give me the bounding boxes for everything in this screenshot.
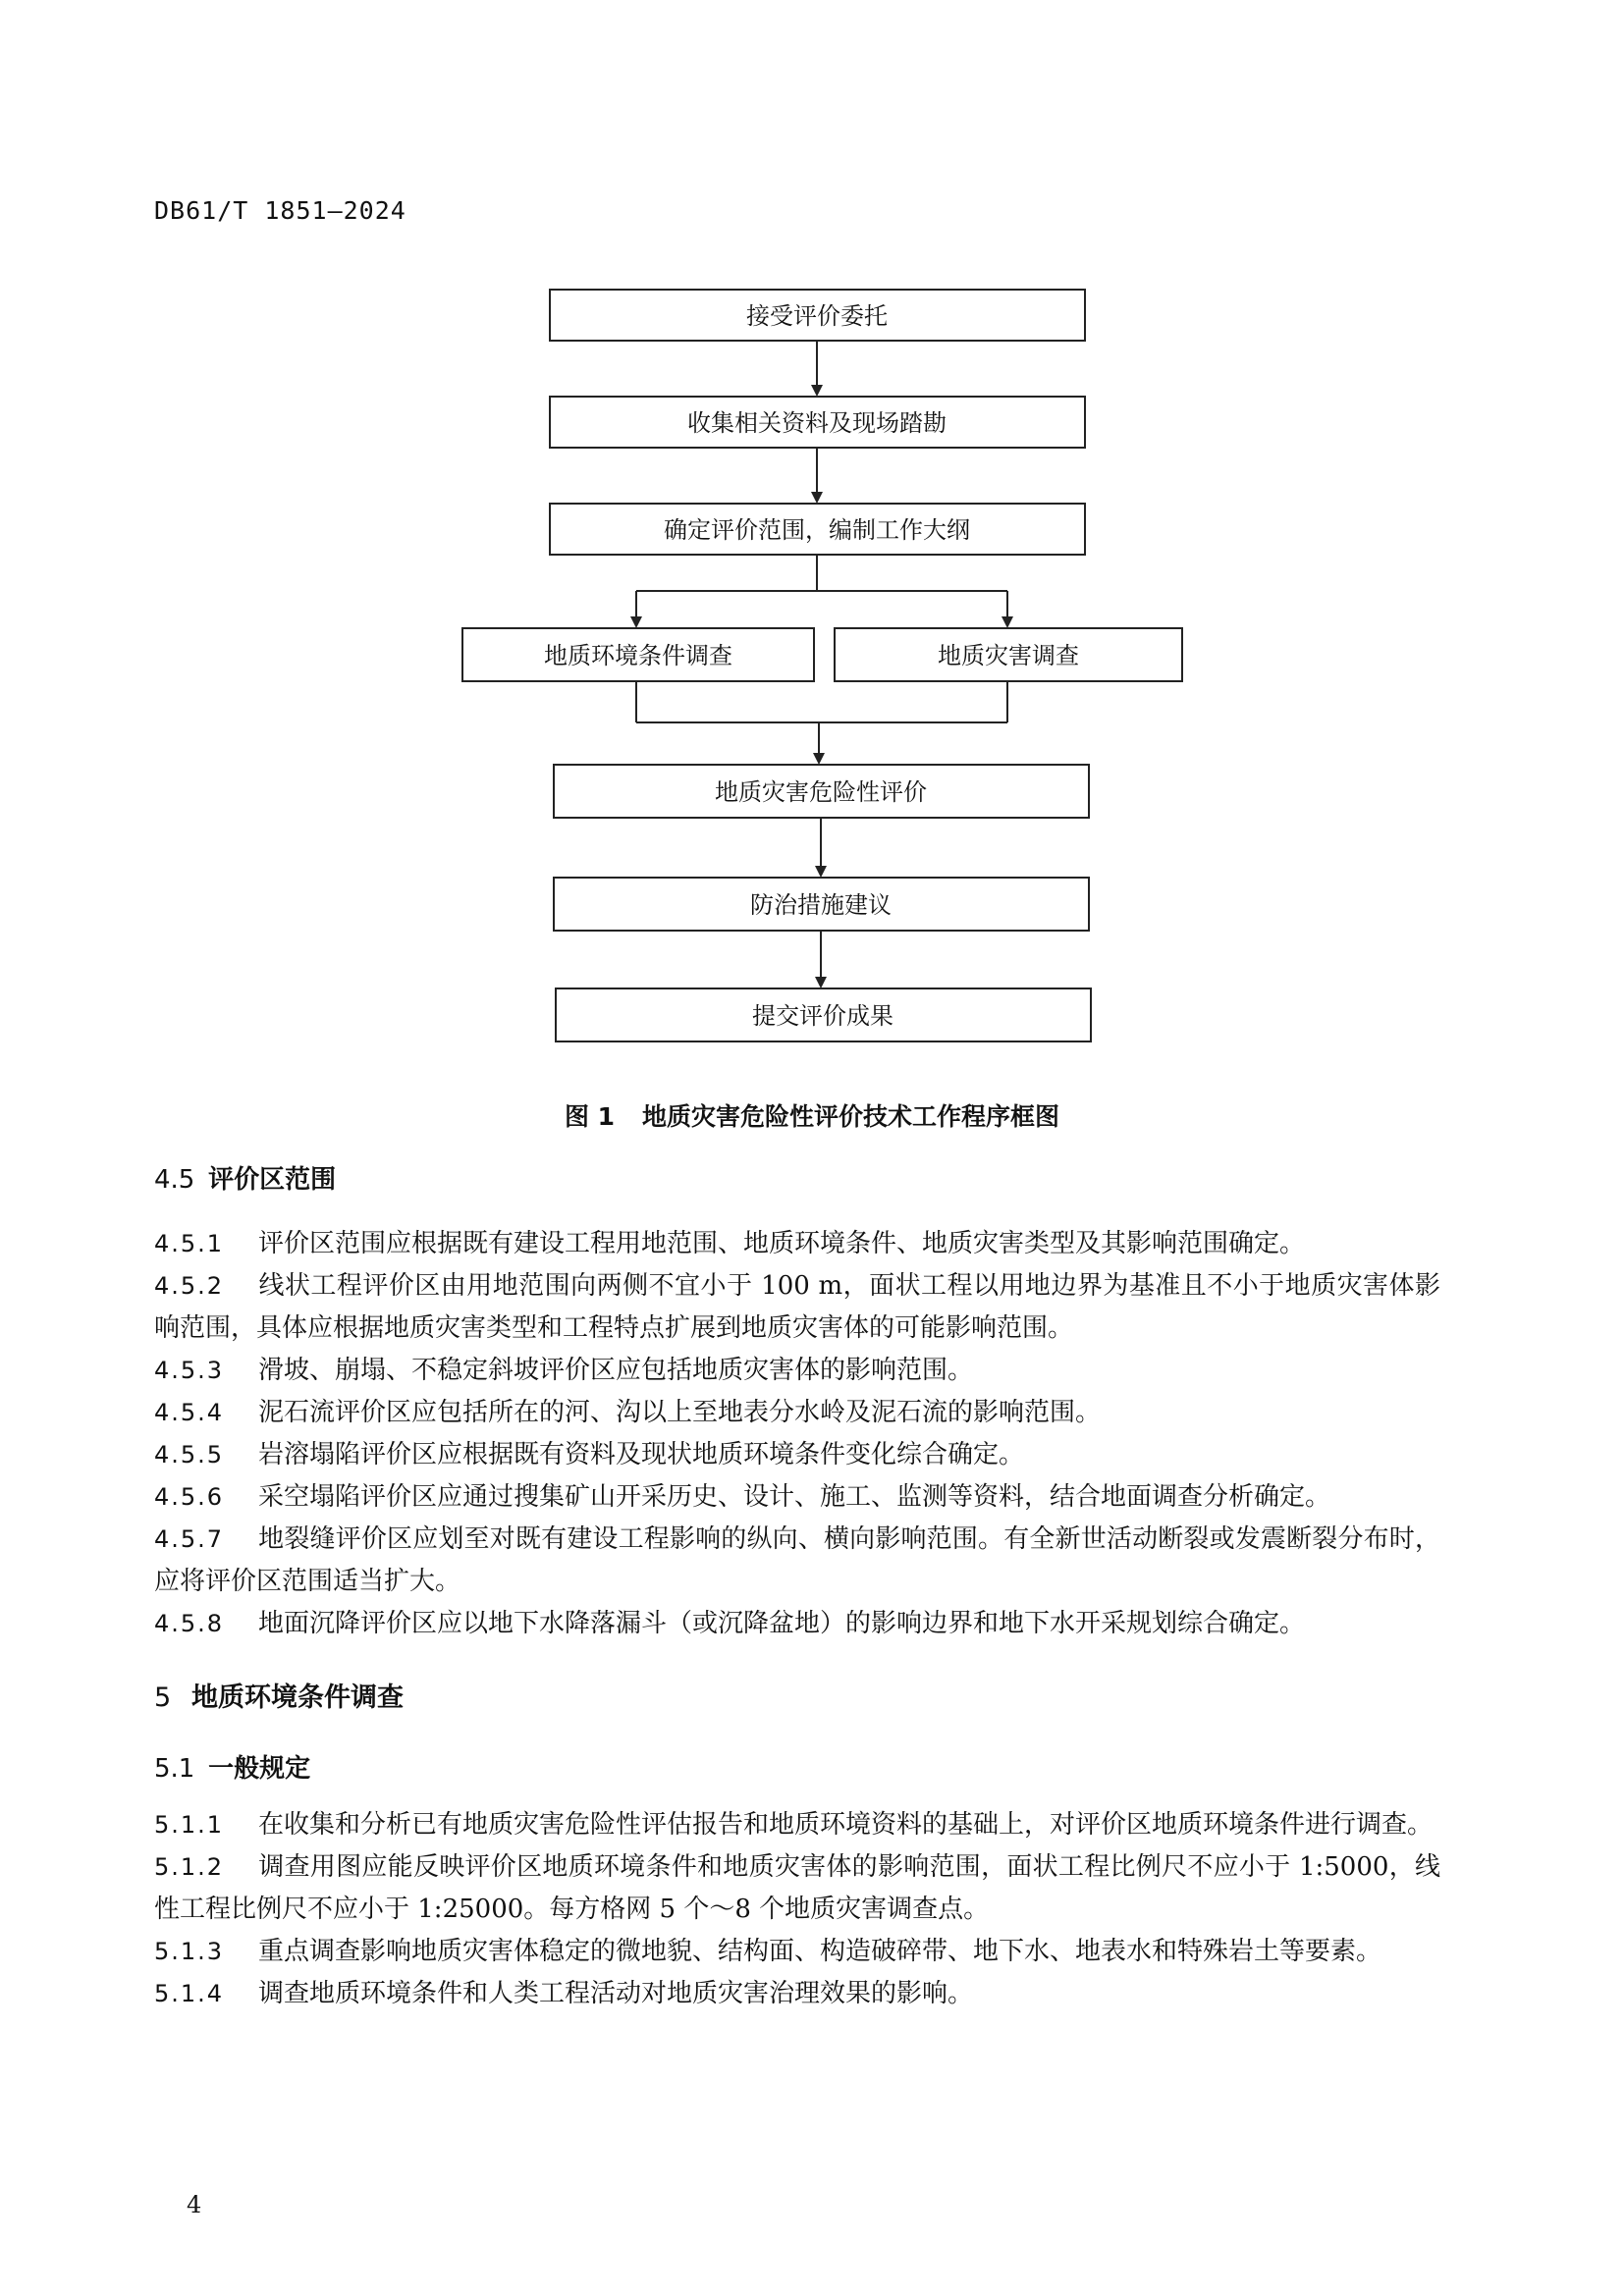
clause-number: 4.5.6 bbox=[154, 1483, 225, 1511]
clause-number: 4.5.8 bbox=[154, 1610, 225, 1637]
clause-text: 地裂缝评价区应划至对既有建设工程影响的纵向、横向影响范围。有全新世活动断裂或发震断裂分布时，应将评价区范围适当扩大。 bbox=[154, 1524, 1440, 1596]
clause bbox=[154, 1265, 1440, 1350]
clause-number: 4.5.2 bbox=[154, 1272, 225, 1300]
clause bbox=[154, 1846, 1440, 1931]
flow-arrowhead-7 bbox=[815, 977, 827, 988]
flow-step-2: 收集相关资料及现场踏勘 bbox=[687, 409, 947, 437]
clause-number: 5.1.2 bbox=[154, 1853, 225, 1881]
flowchart bbox=[0, 0, 1624, 1080]
clause bbox=[154, 1519, 1440, 1603]
body-content bbox=[154, 1158, 1440, 2015]
flow-step-6: 地质灾害危险性评价 bbox=[715, 778, 927, 806]
flow-arrowhead-1 bbox=[811, 385, 823, 397]
section-title: 地质环境条件调查 bbox=[191, 1682, 404, 1713]
flow-step-1: 接受评价委托 bbox=[746, 302, 888, 330]
section-5-heading bbox=[154, 1677, 1440, 1720]
clause-text: 滑坡、崩塌、不稳定斜坡评价区应包括地质灾害体的影响范围。 bbox=[258, 1356, 974, 1385]
flow-step-7: 防治措施建议 bbox=[750, 891, 892, 919]
clause-text: 调查用图应能反映评价区地质环境条件和地质灾害体的影响范围，面状工程比例尺不应小于 1:5000，线性工程比例尺不应小于 1:25000。每方格网 5 个～8 个地质灾害调查点。 bbox=[154, 1852, 1440, 1924]
flow-step-8: 提交评价成果 bbox=[752, 1002, 893, 1030]
section-number: 4.5 bbox=[154, 1165, 195, 1195]
clause-text: 采空塌陷评价区应通过搜集矿山开采历史、设计、施工、监测等资料，结合地面调查分析确定。 bbox=[258, 1482, 1331, 1512]
clause bbox=[154, 1973, 1440, 2015]
section-title: 一般规定 bbox=[208, 1754, 311, 1784]
section-4-5-heading bbox=[154, 1158, 1440, 1201]
section-number: 5.1 bbox=[154, 1754, 195, 1784]
clause bbox=[154, 1434, 1440, 1476]
clause-text: 调查地质环境条件和人类工程活动对地质灾害治理效果的影响。 bbox=[258, 1979, 974, 2008]
clause-number: 4.5.7 bbox=[154, 1525, 225, 1553]
clause-number: 5.1.4 bbox=[154, 1980, 225, 2007]
flow-arrowhead-6 bbox=[815, 866, 827, 878]
clause bbox=[154, 1931, 1440, 1973]
clause-text: 重点调查影响地质灾害体稳定的微地貌、结构面、构造破碎带、地下水、地表水和特殊岩土等要素。 bbox=[258, 1937, 1382, 1966]
clause-text: 地面沉降评价区应以地下水降落漏斗（或沉降盆地）的影响边界和地下水开采规划综合确定。 bbox=[258, 1609, 1306, 1638]
clause-number: 5.1.1 bbox=[154, 1811, 225, 1839]
figure-caption bbox=[0, 1097, 1624, 1133]
flow-step-5: 地质灾害调查 bbox=[938, 642, 1079, 669]
clause bbox=[154, 1350, 1440, 1392]
clause-number: 5.1.3 bbox=[154, 1938, 225, 1965]
flow-arrowhead-split-left bbox=[630, 616, 642, 628]
section-number: 5 bbox=[154, 1682, 172, 1713]
clause-number: 4.5.4 bbox=[154, 1399, 225, 1426]
clause bbox=[154, 1223, 1440, 1265]
clause-number: 4.5.1 bbox=[154, 1230, 225, 1257]
clause-text: 在收集和分析已有地质灾害危险性评估报告和地质环境资料的基础上，对评价区地质环境条件进行调查。 bbox=[258, 1810, 1434, 1840]
clause-text: 泥石流评价区应包括所在的河、沟以上至地表分水岭及泥石流的影响范围。 bbox=[258, 1398, 1102, 1427]
flow-arrowhead-2 bbox=[811, 492, 823, 504]
clause-number: 4.5.5 bbox=[154, 1441, 225, 1468]
clause bbox=[154, 1392, 1440, 1434]
figure-number: 图 1 bbox=[564, 1102, 616, 1131]
flow-step-4: 地质环境条件调查 bbox=[544, 642, 732, 669]
flow-step-3: 确定评价范围，编制工作大纲 bbox=[664, 516, 970, 544]
clause bbox=[154, 1603, 1440, 1645]
section-title: 评价区范围 bbox=[208, 1165, 337, 1195]
clause-text: 岩溶塌陷评价区应根据既有资料及现状地质环境条件变化综合确定。 bbox=[258, 1440, 1025, 1469]
page-number: 4 bbox=[187, 2191, 202, 2218]
clause bbox=[154, 1804, 1440, 1846]
standard-code: DB61/T 1851—2024 bbox=[154, 196, 406, 225]
clause-number: 4.5.3 bbox=[154, 1357, 225, 1384]
flow-arrowhead-merge bbox=[813, 753, 825, 765]
section-5-1-heading bbox=[154, 1747, 1440, 1790]
figure-title: 地质灾害危险性评价技术工作程序框图 bbox=[642, 1102, 1060, 1131]
clause-text: 评价区范围应根据既有建设工程用地范围、地质环境条件、地质灾害类型及其影响范围确定。 bbox=[258, 1229, 1306, 1258]
clause bbox=[154, 1476, 1440, 1519]
flow-arrowhead-split-right bbox=[1001, 616, 1013, 628]
clause-text: 线状工程评价区由用地范围向两侧不宜小于 100 m，面状工程以用地边界为基准且不小于地质灾害体影响范围，具体应根据地质灾害类型和工程特点扩展到地质灾害体的可能影响范围。 bbox=[154, 1271, 1440, 1343]
